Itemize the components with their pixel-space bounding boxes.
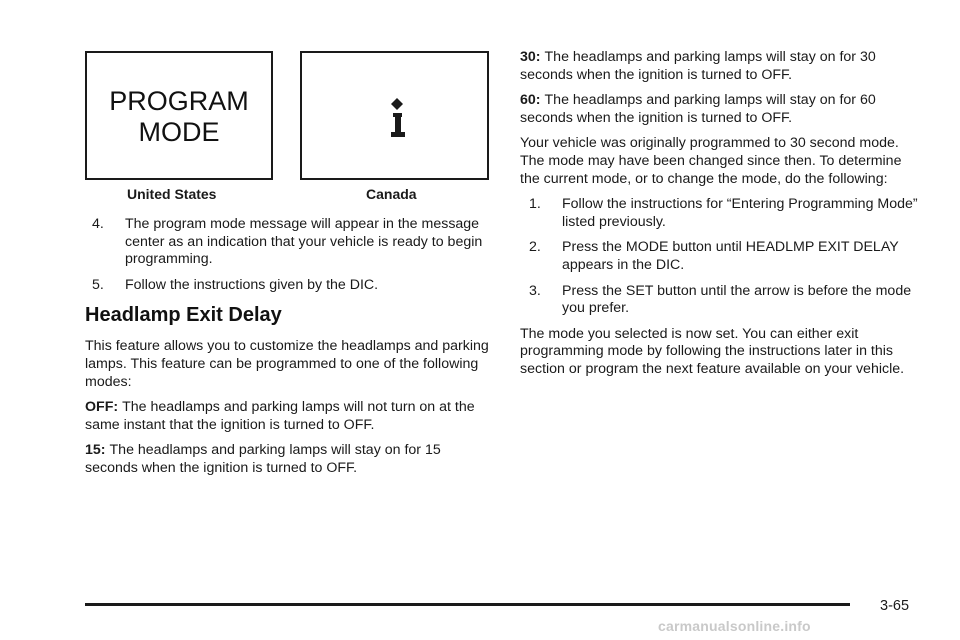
step-text: Press the MODE button until HEADLMP EXIT DELAY appears in the DIC. (562, 239, 899, 273)
info-icon (386, 98, 408, 138)
mode-term: 30: (520, 49, 541, 65)
step-number: 2. (529, 239, 541, 256)
step-number: 1. (529, 196, 541, 213)
mode-text: The headlamps and parking lamps will stay on for 15 seconds when the ignition is turned to OFF. (85, 442, 441, 476)
mode-term: OFF: (85, 399, 119, 416)
step-number: 3. (529, 282, 541, 299)
step-text: The program mode message will appear in the message center as an indication that your vehicle is ready to begin programming. (125, 216, 483, 268)
step-item (520, 196, 920, 231)
step-item (85, 216, 495, 269)
figure-caption-canada: Canada (366, 186, 417, 202)
figure-caption-united-states: United States (127, 186, 217, 202)
info-symbol-figure (300, 51, 489, 180)
step-text: Follow the instructions for “Entering Programming Mode” listed previously. (562, 196, 918, 230)
step-item (520, 283, 920, 318)
left-column (85, 216, 495, 486)
page-number: 3-65 (880, 598, 910, 614)
mode-description (520, 49, 920, 84)
mode-description (85, 399, 495, 434)
mode-term: 15: (85, 442, 106, 459)
section-heading: Headlamp Exit Delay (85, 304, 282, 327)
right-column (520, 49, 920, 387)
program-mode-text (87, 86, 271, 148)
intro-paragraph: This feature allows you to customize the headlamps and parking lamps. This feature can be programmed to one of the following modes: (85, 338, 489, 390)
mode-text: The headlamps and parking lamps will stay on for 60 seconds when the ignition is turned to OFF. (520, 92, 876, 126)
closing-paragraph: The mode you selected is now set. You can either exit programming mode by following the instructions later in this section or program the next feature available on your vehicle. (520, 325, 905, 377)
mode-term: 60: (520, 92, 541, 109)
intro-paragraph: Your vehicle was originally programmed to 30 second mode. The mode may have been changed since then. To determine the current mode, or to change the mode, do the following: (520, 135, 902, 187)
step-number: 4. (92, 216, 104, 232)
watermark: carmanualsonline.info (658, 618, 811, 634)
program-mode-line1: PROGRAM (109, 86, 249, 116)
mode-text: The headlamps and parking lamps will stay on for 30 seconds when the ignition is turned to OFF. (520, 49, 876, 83)
program-mode-display-figure (85, 51, 273, 180)
mode-text: The headlamps and parking lamps will not turn on at the same instant that the ignition is turned to OFF. (85, 399, 475, 433)
step-text: Press the SET button until the arrow is before the mode you prefer. (562, 282, 912, 317)
mode-description (85, 442, 495, 477)
program-mode-line2: MODE (138, 117, 220, 147)
step-number: 5. (92, 276, 104, 293)
step-item (85, 277, 495, 295)
step-text: Follow the instructions given by the DIC. (125, 276, 379, 293)
footer-rule (85, 603, 850, 606)
mode-description (520, 92, 920, 127)
step-item (520, 239, 920, 274)
